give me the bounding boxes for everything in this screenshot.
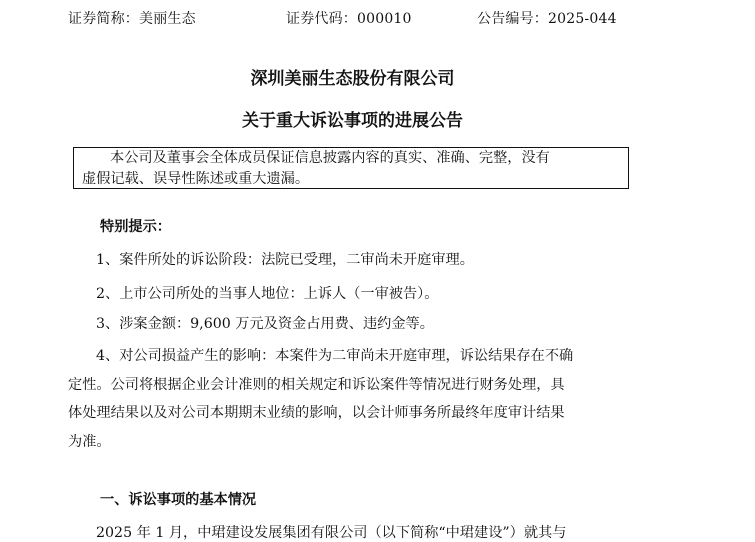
notice-line-2: 虚假记载、误导性陈述或重大遗漏。	[82, 171, 310, 187]
special-tip-4	[68, 342, 668, 456]
stock-short-name: 证券简称：美丽生态	[68, 11, 196, 27]
special-tip-4-line: 4、对公司损益产生的影响：本案件为二审尚未开庭审理，诉讼结果存在不确	[96, 348, 574, 364]
special-tip-1: 1、案件所处的诉讼阶段：法院已受理，二审尚未开庭审理。	[96, 252, 474, 268]
special-tip-4-line: 为准。	[68, 433, 111, 450]
special-tip-2: 2、上市公司所处的当事人地位：上诉人（一审被告）。	[96, 286, 439, 302]
special-tip-3: 3、涉案金额：9,600 万元及资金占用费、违约金等。	[96, 316, 434, 332]
disclosure-notice-box	[73, 147, 629, 189]
announcement-number: 公告编号：2025-044	[477, 11, 617, 27]
section-1-first-line: 2025 年 1 月，中珺建设发展集团有限公司（以下简称“中珺建设”）就其与	[96, 525, 567, 541]
company-name: 深圳美丽生态股份有限公司	[250, 69, 455, 89]
special-tip-4-line: 体处理结果以及对公司本期期末业绩的影响，以会计师事务所最终年度审计结果	[68, 405, 565, 421]
special-tips-heading: 特别提示：	[100, 219, 171, 235]
notice-line-1: 本公司及董事会全体成员保证信息披露内容的真实、准确、完整，没有	[110, 150, 550, 166]
special-tip-4-line: 定性。公司将根据企业会计准则的相关规定和诉讼案件等情况进行财务处理，具	[68, 376, 565, 393]
section-1-heading: 一、诉讼事项的基本情况	[100, 492, 257, 508]
stock-code: 证券代码：000010	[286, 11, 412, 27]
document-title: 关于重大诉讼事项的进展公告	[242, 111, 463, 131]
